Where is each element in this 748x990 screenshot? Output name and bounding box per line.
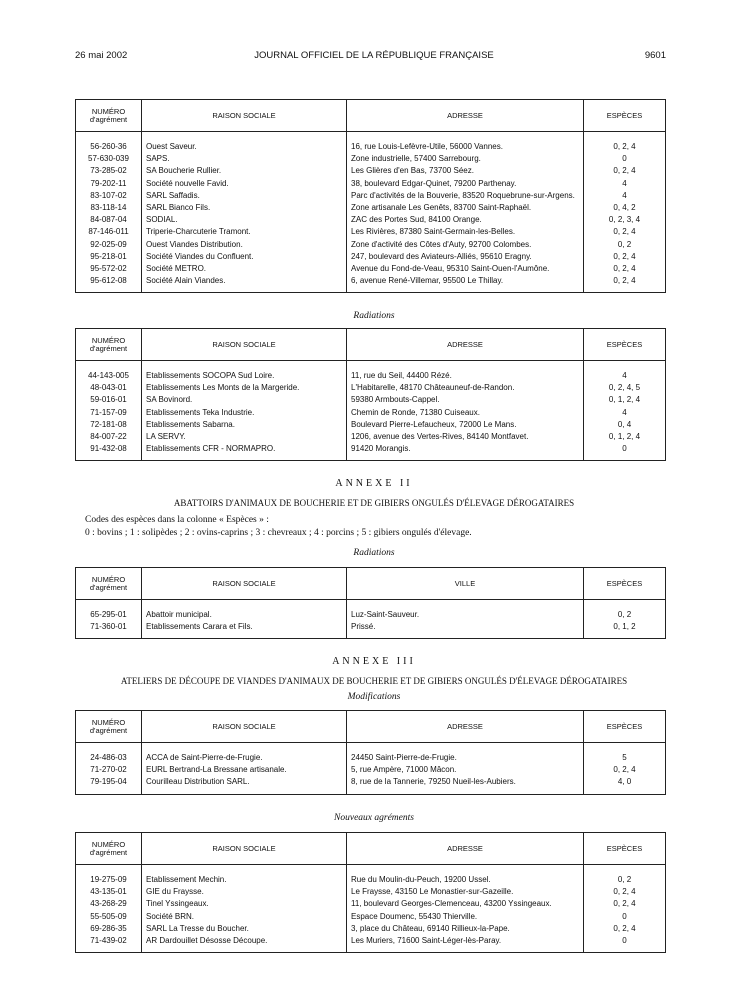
cell-especes: 0, 4, 2: [584, 202, 666, 214]
cell-especes: 0, 2: [584, 239, 666, 251]
cell-raison: Etablissements Les Monts de la Margeride.: [142, 382, 347, 394]
cell-num: 95-218-01: [90, 251, 127, 261]
table-row: [76, 382, 666, 394]
cell-adresse: 247, boulevard des Aviateurs-Alliés, 95610 Eragny.: [347, 251, 584, 263]
cell-num: 65-295-01: [90, 610, 127, 619]
cell-adresse: Zone artisanale Les Genêts, 83700 Saint-Raphaël.: [347, 202, 584, 214]
cell-especes: 0, 2: [584, 600, 666, 622]
table-row: [76, 190, 666, 202]
cell-num: 79-195-04: [90, 777, 127, 787]
cell-num: 92-025-09: [90, 239, 127, 249]
cell-adresse: 5, rue Ampère, 71000 Mâcon.: [347, 764, 584, 776]
table-radiations: [75, 328, 666, 461]
cell-adresse: 24450 Saint-Pierre-de-Frugie.: [347, 743, 584, 765]
table-row: [76, 275, 666, 293]
col-header-especes: ESPÈCES: [584, 100, 666, 132]
cell-especes: 0, 4: [584, 419, 666, 431]
cell-especes: 0, 2, 4, 5: [584, 382, 666, 394]
cell-adresse: 8, rue de la Tannerie, 79250 Nueil-les-Aubiers.: [347, 776, 584, 794]
cell-adresse: Boulevard Pierre-Lefaucheux, 72000 Le Mans.: [347, 419, 584, 431]
cell-raison: ACCA de Saint-Pierre-de-Frugie.: [142, 743, 347, 765]
col-header-especes: ESPÈCES: [584, 711, 666, 743]
cell-adresse: Avenue du Fond-de-Veau, 95310 Saint-Ouen-l'Aumône.: [347, 263, 584, 275]
table-row: [76, 226, 666, 238]
table-row: [76, 743, 666, 765]
cell-especes: 0, 2, 4: [584, 226, 666, 238]
cell-num: 57-630-039: [88, 154, 129, 164]
cell-especes: 0, 2, 4: [584, 251, 666, 263]
cell-num: 87-146-011: [88, 227, 129, 237]
cell-adresse: 91420 Morangis.: [347, 443, 584, 461]
cell-num: 84-087-04: [90, 215, 127, 225]
cell-raison: Etablissements Teka Industrie.: [142, 407, 347, 419]
cell-especes: 0: [584, 153, 666, 165]
cell-adresse: 1206, avenue des Vertes-Rives, 84140 Montfavet.: [347, 431, 584, 443]
cell-ville: Prissé.: [347, 621, 584, 639]
cell-especes: 0: [584, 443, 666, 461]
cell-especes: 0, 2, 4: [584, 886, 666, 898]
cell-raison: Courilleau Distribution SARL.: [142, 776, 347, 794]
cell-especes: 0, 2, 4: [584, 263, 666, 275]
cell-adresse: Parc d'activités de la Bouverie, 83520 Roquebrune-sur-Argens.: [347, 190, 584, 202]
cell-adresse: 11, rue du Seil, 44400 Rézé.: [347, 361, 584, 383]
cell-raison: Société Alain Viandes.: [142, 275, 347, 293]
col-header-especes: ESPÈCES: [584, 568, 666, 600]
table-row: [76, 361, 666, 383]
cell-especes: 0, 2, 4: [584, 764, 666, 776]
table-row: [76, 898, 666, 910]
cell-especes: 0, 2, 3, 4: [584, 214, 666, 226]
col-header-ville: VILLE: [347, 568, 584, 600]
cell-raison: SARL La Tresse du Boucher.: [142, 923, 347, 935]
species-codes-heading: Codes des espèces dans la colonne « Espèces » :: [85, 515, 269, 525]
cell-raison: Etablissements Sabarna.: [142, 419, 347, 431]
table-agrements: [75, 99, 666, 293]
table-row: [76, 923, 666, 935]
cell-especes: 0, 2, 4: [584, 132, 666, 154]
cell-raison: SA Boucherie Rullier.: [142, 165, 347, 177]
cell-raison: Société METRO.: [142, 263, 347, 275]
table-row: [76, 239, 666, 251]
cell-especes: 0, 2, 4: [584, 275, 666, 293]
table-modifications: [75, 710, 666, 795]
caption-radiations-annexe-2: Radiations: [353, 548, 395, 558]
table-row: [76, 263, 666, 275]
table-abattoirs-radiations: [75, 567, 666, 639]
table-row: [76, 776, 666, 794]
cell-raison: Triperie-Charcuterie Tramont.: [142, 226, 347, 238]
cell-num: 95-612-08: [90, 276, 127, 286]
table-row: [76, 865, 666, 887]
annexe-2-subtitle: ABATTOIRS D'ANIMAUX DE BOUCHERIE ET DE GIBIERS ONGULÉS D'ÉLEVAGE DÉROGATAIRES: [173, 498, 575, 508]
cell-especes: 5: [584, 743, 666, 765]
col-header-adresse: ADRESSE: [347, 100, 584, 132]
cell-num: 83-107-02: [90, 190, 127, 200]
cell-num: 79-202-11: [90, 178, 127, 188]
cell-num: 59-016-01: [90, 395, 127, 405]
caption-modifications: Modifications: [347, 692, 401, 702]
cell-num: 43-268-29: [90, 899, 127, 909]
cell-num: 19-275-09: [90, 875, 127, 884]
cell-adresse: Zone d'activité des Côtes d'Auty, 92700 Colombes.: [347, 239, 584, 251]
col-header-numero: NUMÉRO d'agrément: [76, 568, 142, 600]
col-header-numero: NUMÉRO d'agrément: [76, 833, 142, 865]
cell-adresse: 16, rue Louis-Lefèvre-Utile, 56000 Vannes.: [347, 132, 584, 154]
cell-adresse: 59380 Armbouts-Cappel.: [347, 394, 584, 406]
col-header-adresse: ADRESSE: [347, 711, 584, 743]
cell-num: 95-572-02: [90, 264, 127, 274]
cell-adresse: Zone industrielle, 57400 Sarrebourg.: [347, 153, 584, 165]
cell-raison: GIE du Fraysse.: [142, 886, 347, 898]
cell-raison: Etablissement Mechin.: [142, 865, 347, 887]
cell-num: 71-360-01: [90, 622, 127, 632]
cell-especes: 0, 2, 4: [584, 923, 666, 935]
cell-ville: Luz-Saint-Sauveur.: [347, 600, 584, 622]
cell-adresse: 6, avenue René-Villemar, 95500 Le Thillay.: [347, 275, 584, 293]
cell-num: 91-432-08: [90, 444, 127, 454]
cell-raison: Etablissements Carara et Fils.: [142, 621, 347, 639]
cell-raison: Etablissements SOCOPA Sud Loire.: [142, 361, 347, 383]
cell-num: 83-118-14: [90, 203, 127, 213]
species-codes-list: 0 : bovins ; 1 : solipèdes ; 2 : ovins-caprins ; 3 : chevreaux ; 4 : porcins ; 5 : gibiers ongulés d'élevage.: [85, 528, 472, 538]
table-row: [76, 419, 666, 431]
cell-adresse: Le Fraysse, 43150 Le Monastier-sur-Gazeille.: [347, 886, 584, 898]
cell-num: 69-286-35: [90, 923, 127, 933]
cell-adresse: 3, place du Château, 69140 Rillieux-la-Pape.: [347, 923, 584, 935]
col-header-adresse: ADRESSE: [347, 329, 584, 361]
col-header-raison: RAISON SOCIALE: [142, 833, 347, 865]
cell-num: 56-260-36: [90, 142, 127, 151]
table-row: [76, 443, 666, 461]
table-row: [76, 251, 666, 263]
cell-especes: 4: [584, 190, 666, 202]
cell-num: 73-285-02: [90, 166, 127, 176]
table-row: [76, 394, 666, 406]
table-row: [76, 886, 666, 898]
cell-especes: 0: [584, 935, 666, 953]
cell-adresse: Les Glières d'en Bas, 73700 Séez.: [347, 165, 584, 177]
cell-adresse: 11, boulevard Georges-Clemenceau, 43200 Yssingeaux.: [347, 898, 584, 910]
table-row: [76, 935, 666, 953]
annexe-2-title: ANNEXE II: [335, 478, 413, 489]
col-header-raison: RAISON SOCIALE: [142, 329, 347, 361]
col-header-numero: NUMÉRO d'agrément: [76, 329, 142, 361]
caption-radiations: Radiations: [353, 311, 395, 321]
cell-especes: 0, 2, 4: [584, 898, 666, 910]
cell-raison: SA Bovinord.: [142, 394, 347, 406]
cell-raison: SARL Bianco Fils.: [142, 202, 347, 214]
cell-raison: AR Dardouillet Désosse Découpe.: [142, 935, 347, 953]
cell-num: 44-143-005: [88, 371, 129, 380]
cell-especes: 4: [584, 361, 666, 383]
col-header-especes: ESPÈCES: [584, 833, 666, 865]
caption-nouveaux-agrements: Nouveaux agréments: [334, 813, 414, 823]
cell-adresse: Rue du Moulin-du-Peuch, 19200 Ussel.: [347, 865, 584, 887]
col-header-numero: NUMÉRO d'agrément: [76, 100, 142, 132]
cell-adresse: ZAC des Portes Sud, 84100 Orange.: [347, 214, 584, 226]
table-nouveaux-agrements: [75, 832, 666, 953]
journal-title: JOURNAL OFFICIEL DE LA RÉPUBLIQUE FRANÇAISE: [254, 50, 494, 61]
cell-especes: 0, 2: [584, 865, 666, 887]
col-header-raison: RAISON SOCIALE: [142, 568, 347, 600]
cell-raison: Société nouvelle Favid.: [142, 178, 347, 190]
cell-num: 43-135-01: [90, 887, 127, 897]
cell-raison: Abattoir municipal.: [142, 600, 347, 622]
cell-raison: Etablissements CFR - NORMAPRO.: [142, 443, 347, 461]
cell-raison: Tinel Yssingeaux.: [142, 898, 347, 910]
cell-raison: Ouest Viandes Distribution.: [142, 239, 347, 251]
col-header-raison: RAISON SOCIALE: [142, 100, 347, 132]
cell-adresse: Espace Doumenc, 55430 Thierville.: [347, 911, 584, 923]
cell-raison: SAPS.: [142, 153, 347, 165]
table-row: [76, 764, 666, 776]
table-row: [76, 600, 666, 622]
table-row: [76, 911, 666, 923]
cell-raison: Société Viandes du Confluent.: [142, 251, 347, 263]
table-row: [76, 178, 666, 190]
cell-num: 48-043-01: [90, 383, 127, 393]
table-row: [76, 132, 666, 154]
cell-adresse: Chemin de Ronde, 71380 Cuiseaux.: [347, 407, 584, 419]
col-header-raison: RAISON SOCIALE: [142, 711, 347, 743]
cell-num: 71-270-02: [90, 765, 127, 775]
annexe-3-title: ANNEXE III: [332, 656, 416, 667]
col-header-adresse: ADRESSE: [347, 833, 584, 865]
table-row: [76, 202, 666, 214]
cell-adresse: Les Muriers, 71600 Saint-Léger-lès-Paray.: [347, 935, 584, 953]
table-row: [76, 153, 666, 165]
cell-num: 72-181-08: [90, 419, 127, 429]
col-header-numero: NUMÉRO d'agrément: [76, 711, 142, 743]
cell-especes: 4: [584, 178, 666, 190]
cell-raison: Société BRN.: [142, 911, 347, 923]
table-row: [76, 407, 666, 419]
cell-especes: 0, 2, 4: [584, 165, 666, 177]
cell-num: 71-157-09: [90, 407, 127, 417]
cell-especes: 0, 1, 2, 4: [584, 431, 666, 443]
cell-especes: 4: [584, 407, 666, 419]
table-row: [76, 214, 666, 226]
cell-especes: 4, 0: [584, 776, 666, 794]
cell-especes: 0, 1, 2: [584, 621, 666, 639]
annexe-3-subtitle: ATELIERS DE DÉCOUPE DE VIANDES D'ANIMAUX DE BOUCHERIE ET DE GIBIERS ONGULÉS D'ÉLEVAGE DÉROGATAIRES: [120, 676, 628, 686]
cell-adresse: L'Habitarelle, 48170 Châteauneuf-de-Randon.: [347, 382, 584, 394]
page-number: 9601: [644, 50, 666, 61]
cell-num: 71-439-02: [90, 936, 127, 946]
cell-num: 24-486-03: [90, 753, 127, 762]
cell-adresse: Les Rivières, 87380 Saint-Germain-les-Belles.: [347, 226, 584, 238]
cell-num: 55-505-09: [90, 911, 127, 921]
table-row: [76, 431, 666, 443]
cell-num: 84-007-22: [90, 432, 127, 442]
cell-raison: SARL Saffadis.: [142, 190, 347, 202]
cell-especes: 0, 1, 2, 4: [584, 394, 666, 406]
cell-raison: EURL Bertrand-La Bressane artisanale.: [142, 764, 347, 776]
cell-raison: Ouest Saveur.: [142, 132, 347, 154]
page-date: 26 mai 2002: [75, 50, 128, 61]
table-row: [76, 621, 666, 639]
cell-adresse: 38, boulevard Edgar-Quinet, 79200 Parthenay.: [347, 178, 584, 190]
table-row: [76, 165, 666, 177]
cell-raison: LA SERVY.: [142, 431, 347, 443]
col-header-especes: ESPÈCES: [584, 329, 666, 361]
cell-raison: SODIAL.: [142, 214, 347, 226]
cell-especes: 0: [584, 911, 666, 923]
